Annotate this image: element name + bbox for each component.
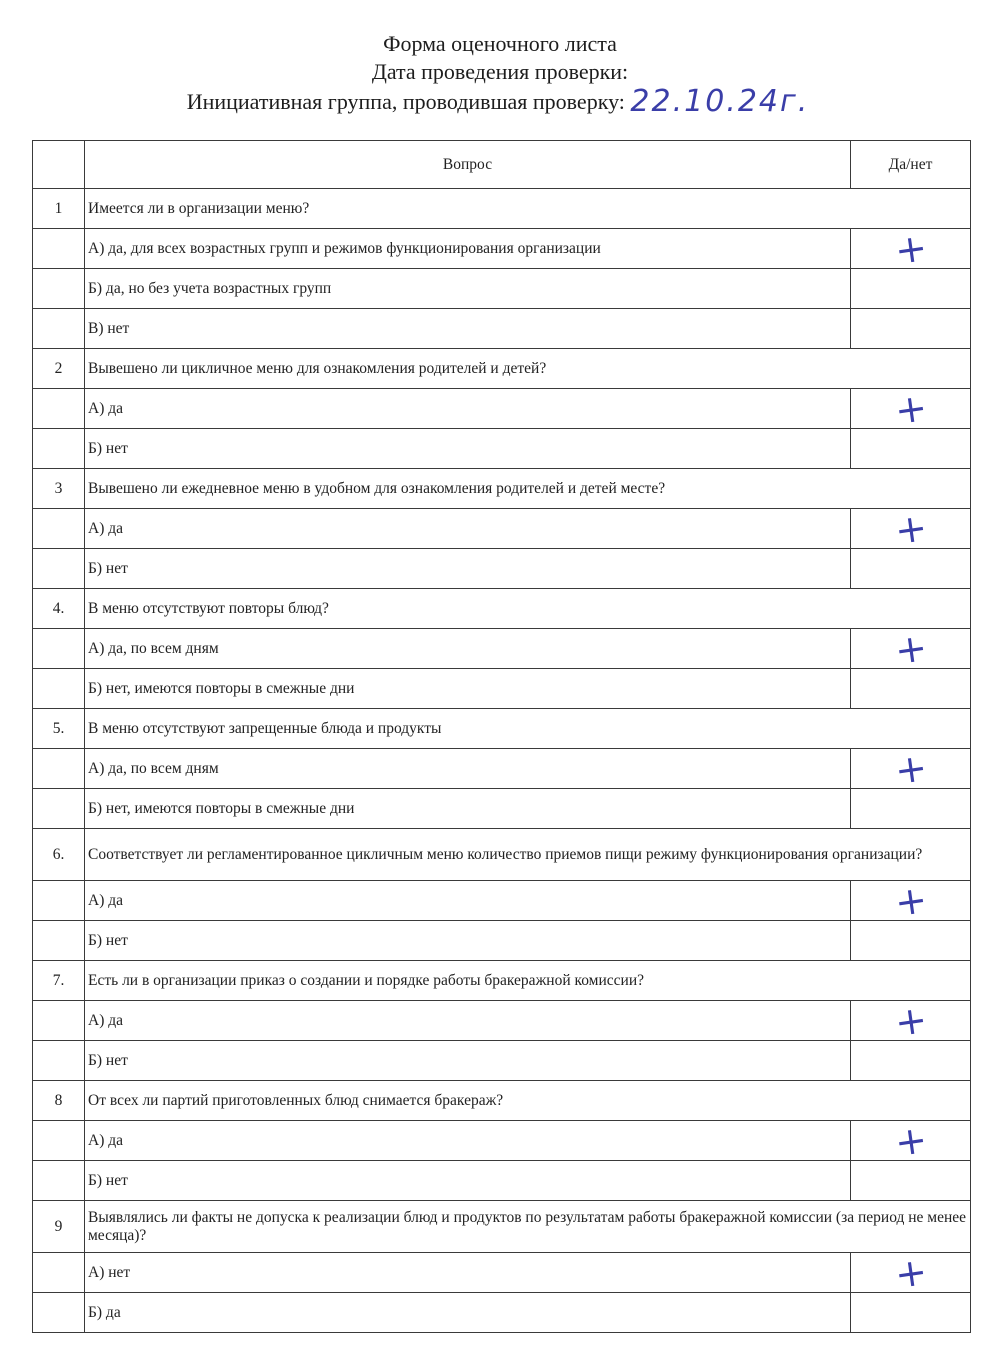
answer-cell[interactable]	[851, 1161, 971, 1201]
answer-cell[interactable]	[851, 224, 971, 273]
option-text: Б) нет	[85, 429, 851, 469]
question-row	[33, 349, 971, 389]
option-text: Б) нет, имеются повторы в смежные дни	[85, 669, 851, 709]
question-row	[33, 189, 971, 229]
option-number-cell	[33, 1293, 85, 1333]
option-text: А) да	[85, 389, 851, 429]
option-number-cell	[33, 549, 85, 589]
handwritten-plus-mark: +	[891, 1248, 930, 1297]
form-header	[0, 30, 1000, 119]
handwritten-date: 22.10.24г.	[630, 84, 810, 119]
handwritten-plus-mark: +	[891, 384, 930, 433]
question-text: В меню отсутствуют запрещенные блюда и продукты	[85, 709, 971, 749]
question-number: 2	[33, 349, 85, 389]
answer-cell[interactable]	[851, 1116, 971, 1165]
option-number-cell	[33, 629, 85, 669]
option-row	[33, 1161, 971, 1201]
option-row	[33, 789, 971, 829]
option-text: А) нет	[85, 1253, 851, 1293]
option-number-cell	[33, 309, 85, 349]
option-row	[33, 881, 971, 921]
question-row	[33, 829, 971, 881]
answer-cell[interactable]	[851, 1248, 971, 1297]
question-row	[33, 1081, 971, 1121]
answer-cell[interactable]	[851, 876, 971, 925]
question-text: Вывешено ли ежедневное меню в удобном для ознакомления родителей и детей месте?	[85, 469, 971, 509]
option-row	[33, 1001, 971, 1041]
option-text: А) да	[85, 1121, 851, 1161]
answer-cell[interactable]	[851, 996, 971, 1045]
question-row	[33, 589, 971, 629]
answer-cell[interactable]	[851, 1293, 971, 1333]
question-row	[33, 469, 971, 509]
question-number: 4.	[33, 589, 85, 629]
form-title: Форма оценочного листа	[383, 31, 617, 56]
inspection-group-label: Инициативная группа, проводившая проверку:	[186, 89, 625, 114]
handwritten-plus-mark: +	[891, 1116, 930, 1165]
option-text: Б) нет	[85, 1161, 851, 1201]
option-row	[33, 1041, 971, 1081]
option-text: Б) да, но без учета возрастных групп	[85, 269, 851, 309]
option-text: А) да	[85, 1001, 851, 1041]
option-number-cell	[33, 881, 85, 921]
handwritten-plus-mark: +	[891, 744, 930, 793]
option-number-cell	[33, 229, 85, 269]
question-column-header: Вопрос	[85, 141, 851, 189]
handwritten-plus-mark: +	[891, 504, 930, 553]
option-row	[33, 309, 971, 349]
option-number-cell	[33, 269, 85, 309]
question-row	[33, 961, 971, 1001]
option-text: Б) да	[85, 1293, 851, 1333]
answer-cell[interactable]	[851, 789, 971, 829]
answer-cell[interactable]	[851, 549, 971, 589]
question-row	[33, 709, 971, 749]
question-text: От всех ли партий приготовленных блюд снимается бракераж?	[85, 1081, 971, 1121]
option-row	[33, 549, 971, 589]
option-row	[33, 389, 971, 429]
question-text: Вывешено ли цикличное меню для ознакомления родителей и детей?	[85, 349, 971, 389]
question-row	[33, 1201, 971, 1253]
option-text: А) да	[85, 509, 851, 549]
option-text: Б) нет, имеются повторы в смежные дни	[85, 789, 851, 829]
table-header-row	[33, 141, 971, 189]
option-row	[33, 429, 971, 469]
question-number: 5.	[33, 709, 85, 749]
inspection-date-label: Дата проведения проверки:	[371, 59, 629, 84]
option-number-cell	[33, 1001, 85, 1041]
option-text: В) нет	[85, 309, 851, 349]
option-text: А) да, по всем дням	[85, 629, 851, 669]
option-text: А) да, для всех возрастных групп и режимов функционирования организации	[85, 229, 851, 269]
answer-cell[interactable]	[851, 744, 971, 793]
answer-cell[interactable]	[851, 624, 971, 673]
handwritten-plus-mark: +	[891, 224, 930, 273]
option-number-cell	[33, 1253, 85, 1293]
answer-cell[interactable]	[851, 269, 971, 309]
option-number-cell	[33, 789, 85, 829]
answer-cell[interactable]	[851, 429, 971, 469]
option-number-cell	[33, 1161, 85, 1201]
evaluation-table	[32, 140, 971, 1333]
option-row	[33, 749, 971, 789]
option-row	[33, 1121, 971, 1161]
option-number-cell	[33, 669, 85, 709]
answer-cell[interactable]	[851, 1041, 971, 1081]
question-text: В меню отсутствуют повторы блюд?	[85, 589, 971, 629]
option-row	[33, 229, 971, 269]
answer-cell[interactable]	[851, 921, 971, 961]
option-number-cell	[33, 389, 85, 429]
option-number-cell	[33, 429, 85, 469]
inspection-group-line	[0, 84, 998, 119]
question-number: 6.	[33, 829, 85, 881]
question-text: Есть ли в организации приказ о создании и порядке работы бракеражной комиссии?	[85, 961, 971, 1001]
question-number: 3	[33, 469, 85, 509]
option-row	[33, 269, 971, 309]
option-number-cell	[33, 749, 85, 789]
option-row	[33, 629, 971, 669]
option-text: Б) нет	[85, 921, 851, 961]
option-number-cell	[33, 509, 85, 549]
handwritten-plus-mark: +	[891, 996, 930, 1045]
question-number: 7.	[33, 961, 85, 1001]
question-text: Имеется ли в организации меню?	[85, 189, 971, 229]
handwritten-plus-mark: +	[891, 624, 930, 673]
option-text: Б) нет	[85, 1041, 851, 1081]
option-row	[33, 669, 971, 709]
option-row	[33, 1293, 971, 1333]
option-row	[33, 921, 971, 961]
handwritten-plus-mark: +	[891, 876, 930, 925]
option-number-cell	[33, 1041, 85, 1081]
answer-column-header: Да/нет	[851, 141, 971, 189]
answer-cell[interactable]	[851, 669, 971, 709]
question-number: 8	[33, 1081, 85, 1121]
option-number-cell	[33, 1121, 85, 1161]
option-number-cell	[33, 921, 85, 961]
answer-cell[interactable]	[851, 309, 971, 349]
table-body	[33, 189, 971, 1333]
option-row	[33, 1253, 971, 1293]
number-column-header	[33, 141, 85, 189]
answer-cell[interactable]	[851, 504, 971, 553]
option-text: А) да	[85, 881, 851, 921]
answer-cell[interactable]	[851, 384, 971, 433]
question-text: Соответствует ли регламентированное цикличным меню количество приемов пищи режиму функционирования организации?	[85, 829, 971, 881]
option-text: Б) нет	[85, 549, 851, 589]
question-number: 9	[33, 1201, 85, 1253]
option-text: А) да, по всем дням	[85, 749, 851, 789]
option-row	[33, 509, 971, 549]
question-number: 1	[33, 189, 85, 229]
question-text: Выявлялись ли факты не допуска к реализации блюд и продуктов по результатам работы бракеражной комиссии (за период не менее месяца)?	[85, 1201, 971, 1253]
